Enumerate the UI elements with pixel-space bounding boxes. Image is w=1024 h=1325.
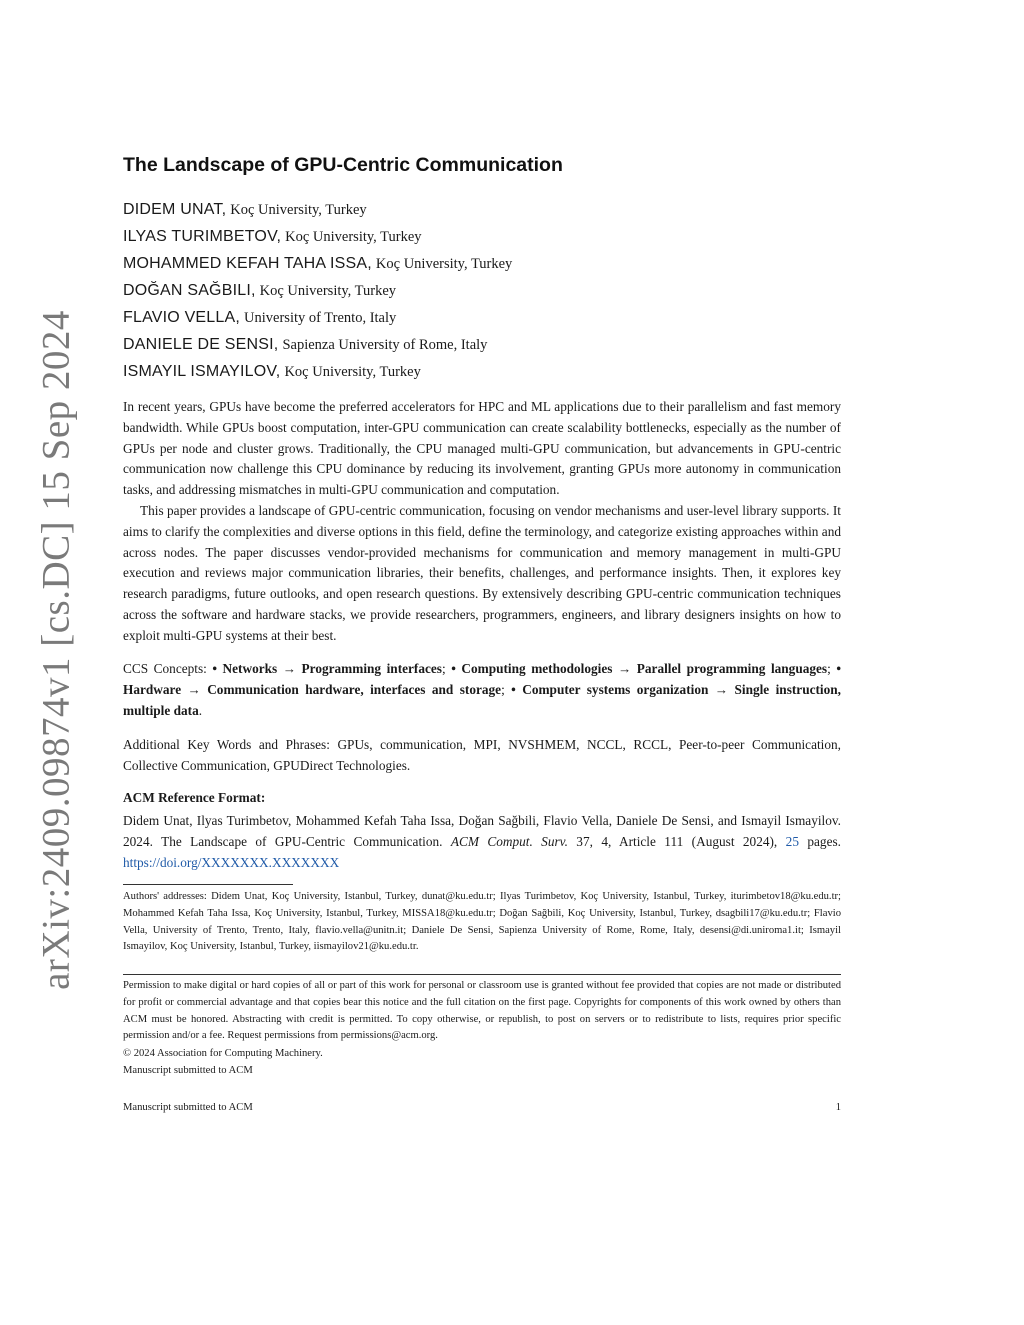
- author-entry: [123, 304, 841, 331]
- ccs-concept: • Computer systems organization → Single instruction, multiple data: [123, 681, 841, 718]
- author-list: [123, 196, 841, 385]
- abstract-paragraph-1: In recent years, GPUs have become the preferred accelerators for HPC and ML applications due to their parallelism and fast memory bandwidth. While GPUs boost computation, inter-GPU communication can create scalability bottlenecks, especially as the number of GPUs per node and cluster grows. Traditionally, the CPU managed multi-GPU communication, but advancements in GPU-centric communication now challenge this CPU dominance by reducing its involvement, granting GPUs more autonomy in communication tasks, and addressing mismatches in multi-GPU communication and computation.: [123, 399, 841, 498]
- author-entry: [123, 223, 841, 250]
- author-affiliation: Koç University, Turkey: [285, 229, 422, 245]
- author-affiliation: Koç University, Turkey: [375, 256, 513, 272]
- author-name: ISMAYIL ISMAYILOV,: [123, 363, 281, 380]
- author-entry: [123, 196, 841, 223]
- footer-venue: Manuscript submitted to ACM: [123, 1102, 253, 1113]
- reference-text: Didem Unat, Ilyas Turimbetov, Mohammed Kefah Taha Issa, Doğan Sağbili, Flavio Vella, Daniele De Sensi, and Ismayil Ismayilov. 2024. The Landscape of GPU-Centric Communication.: [123, 813, 841, 849]
- ccs-label: CCS Concepts:: [123, 661, 213, 676]
- abstract: [123, 397, 841, 647]
- journal-name: ACM Comput. Surv.: [450, 833, 568, 849]
- manuscript-note: Manuscript submitted to ACM: [123, 1065, 253, 1076]
- acm-reference-heading: ACM Reference Format:: [123, 790, 266, 805]
- page-number: 1: [835, 1102, 841, 1113]
- author-name: ILYAS TURIMBETOV,: [123, 228, 282, 245]
- permission-notice: Permission to make digital or hard copies of all or part of this work for personal or classroom use is granted without fee provided that copies are not made or distributed for profit or commercial advantage and that copies bear this notice and the full citation on the first page. Copyrights for components of this work owned by others than ACM must be honored. Abstracting with credit is permitted. To copy otherwise, or republish, to post on servers or to redistribute to lists, requires prior specific permission and/or a fee. Request permissions from permissions@acm.org.: [123, 980, 841, 1042]
- author-affiliation: Koç University, Turkey: [259, 283, 397, 299]
- footnote-divider: [123, 884, 293, 885]
- copyright-notice: © 2024 Association for Computing Machinery.: [123, 1048, 323, 1059]
- author-name: DIDEM UNAT,: [123, 201, 227, 218]
- keywords: Additional Key Words and Phrases: GPUs, communication, MPI, NVSHMEM, NCCL, RCCL, Peer-to-peer Communication, Collective Communication, GPUDirect Technologies.: [123, 737, 841, 773]
- ccs-concepts: [123, 659, 841, 721]
- author-affiliation: University of Trento, Italy: [244, 310, 397, 326]
- author-name: DOĞAN SAĞBILI,: [123, 282, 256, 299]
- ccs-separator: ;: [501, 681, 512, 697]
- abstract-paragraph-2: This paper provides a landscape of GPU-centric communication, focusing on vendor mechanisms and user-level library supports. It aims to clarify the complexities and diverse options in this field, define the terminology, and categorize existing approaches within and across nodes. The paper discusses vendor-provided mechanisms for communication and memory management in multi-GPU execution and reviews major communication libraries, their benefits, challenges, and performance insights. Then, it explores key research paradigms, future outlooks, and open research questions. By extensively describing GPU-centric communication techniques across the software and hardware stacks, we provide researchers, programmers, engineers, and library designers insights on how to exploit multi-GPU systems at their best.: [123, 502, 841, 643]
- ccs-separator: ;: [441, 661, 452, 676]
- ccs-separator: .: [198, 702, 203, 718]
- author-name: DANIELE DE SENSI,: [123, 336, 279, 353]
- permission-divider: [123, 974, 841, 975]
- ccs-concept: • Networks → Programming interfaces: [212, 661, 442, 676]
- author-affiliation: Sapienza University of Rome, Italy: [282, 337, 488, 353]
- acm-reference: [123, 811, 841, 873]
- author-name: FLAVIO VELLA,: [123, 309, 241, 326]
- author-entry: [123, 331, 841, 358]
- doi-link[interactable]: https://doi.org/XXXXXXX.XXXXXXX: [123, 854, 340, 870]
- page-count-link[interactable]: 25: [785, 833, 799, 849]
- author-addresses: Authors' addresses: Didem Unat, Koç University, Istanbul, Turkey, dunat@ku.edu.tr; Ilyas Turimbetov, Koç University, Istanbul, Turkey, iturimbetov18@ku.edu.tr; Mohammed Kefah Taha Issa, Koç University, Istanbul, Turkey, MISSA18@ku.edu.tr; Doğan Sağbili, Koç University, Istanbul, Turkey, dsagbili17@ku.edu.tr; Flavio Vella, University of Trento, Trento, Italy, flavio.vella@unitn.it; Daniele De Sensi, Sapienza University of Rome, Rome, Italy, desensi@di.uniroma1.it; Ismayil Ismayilov, Koç University, Istanbul, Turkey, iismayilov21@ku.edu.tr.: [123, 891, 841, 953]
- reference-text: 37, 4, Article 111 (August 2024),: [567, 833, 786, 849]
- arxiv-identifier: arXiv:2409.09874v1 [cs.DC] 15 Sep 2024: [34, 310, 78, 990]
- author-entry: [123, 250, 841, 277]
- author-entry: [123, 277, 841, 304]
- ccs-concept: • Hardware → Communication hardware, interfaces and storage: [123, 661, 841, 697]
- reference-text: pages.: [798, 833, 841, 849]
- paper-title: The Landscape of GPU-Centric Communication: [123, 154, 563, 176]
- ccs-separator: ;: [827, 661, 837, 676]
- author-entry: [123, 358, 841, 385]
- author-affiliation: Koç University, Turkey: [284, 364, 421, 380]
- author-name: MOHAMMED KEFAH TAHA ISSA,: [123, 255, 372, 272]
- ccs-concept: • Computing methodologies → Parallel programming languages: [451, 661, 828, 676]
- author-affiliation: Koç University, Turkey: [230, 202, 367, 218]
